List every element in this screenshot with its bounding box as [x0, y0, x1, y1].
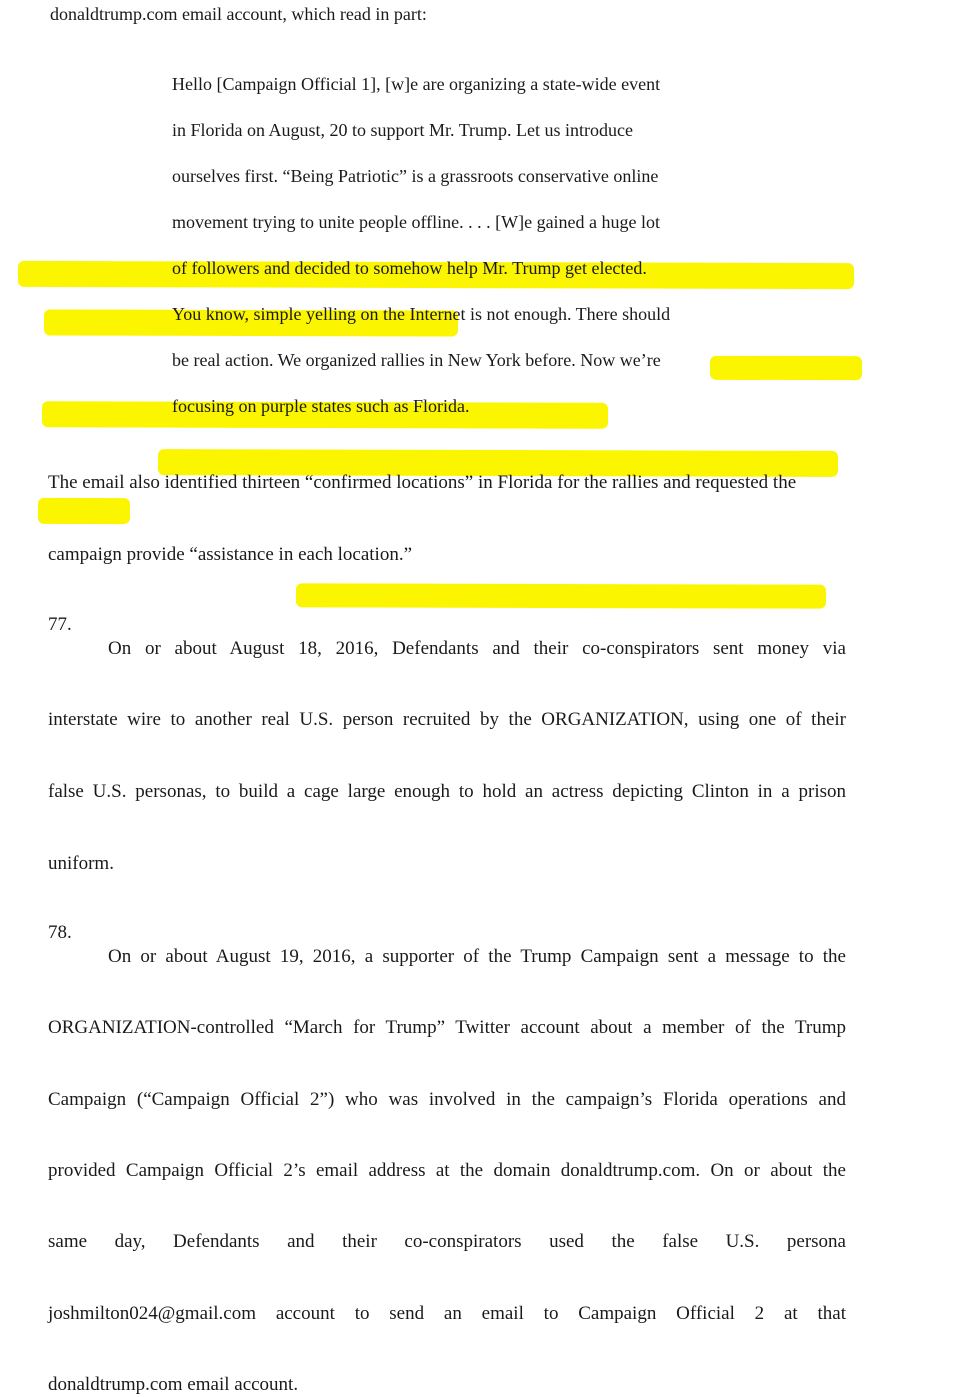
quote-line: You know, simple yelling on the Internet is not enough. There should: [172, 304, 671, 324]
quote-line: ourselves first. “Being Patriotic” is a grassroots conservative online: [172, 166, 659, 186]
quote-line: be real action. We organized rallies in New York before. Now we’re: [172, 350, 661, 370]
paragraph-line: donaldtrump.com email account.: [48, 1374, 299, 1395]
paragraph-number: 78.: [48, 922, 72, 943]
paragraph-line: provided Campaign Official 2’s email address at the domain donaldtrump.com. On or about the: [48, 1160, 846, 1181]
paragraph-line: joshmilton024@gmail.com account to send an email to Campaign Official 2 at that: [48, 1303, 846, 1324]
paragraph-line: interstate wire to another real U.S. person recruited by the ORGANIZATION, using one of their: [48, 709, 846, 730]
highlight-mark: [38, 498, 130, 524]
paragraph-line: same day, Defendants and their co-conspirators used the false U.S. persona: [48, 1231, 846, 1252]
paragraph-line: uniform.: [48, 853, 114, 874]
paragraph-line: On or about August 18, 2016, Defendants and their co-conspirators sent money via: [108, 638, 846, 659]
email-quote: [0, 24, 962, 416]
paragraph-line: The email also identified thirteen “confirmed locations” in Florida for the rallies and requested the: [48, 472, 797, 493]
paragraph-line: On or about August 19, 2016, a supporter of the Trump Campaign sent a message to the: [108, 946, 846, 967]
highlight-mark: [296, 583, 826, 608]
quote-line: in Florida on August, 20 to support Mr. Trump. Let us introduce: [172, 120, 634, 140]
paragraph-line: Campaign (“Campaign Official 2”) who was involved in the campaign’s Florida operations and: [48, 1089, 846, 1110]
quote-line: Hello [Campaign Official 1], [w]e are organizing a state-wide event: [172, 74, 661, 94]
paragraph-number: 77.: [48, 614, 72, 635]
lead-line: donaldtrump.com email account, which read in part:: [50, 4, 427, 24]
quote-line: movement trying to unite people offline. . . . [W]e gained a huge lot: [172, 212, 661, 232]
paragraph-line: false U.S. personas, to build a cage large enough to hold an actress depicting Clinton in a prison: [48, 781, 846, 802]
quote-line: of followers and decided to somehow help Mr. Trump get elected.: [172, 258, 647, 278]
paragraph-line: ORGANIZATION-controlled “March for Trump” Twitter account about a member of the Trump: [48, 1017, 846, 1038]
paragraph-line: campaign provide “assistance in each location.”: [48, 544, 413, 565]
quote-line: focusing on purple states such as Florida.: [172, 396, 470, 416]
